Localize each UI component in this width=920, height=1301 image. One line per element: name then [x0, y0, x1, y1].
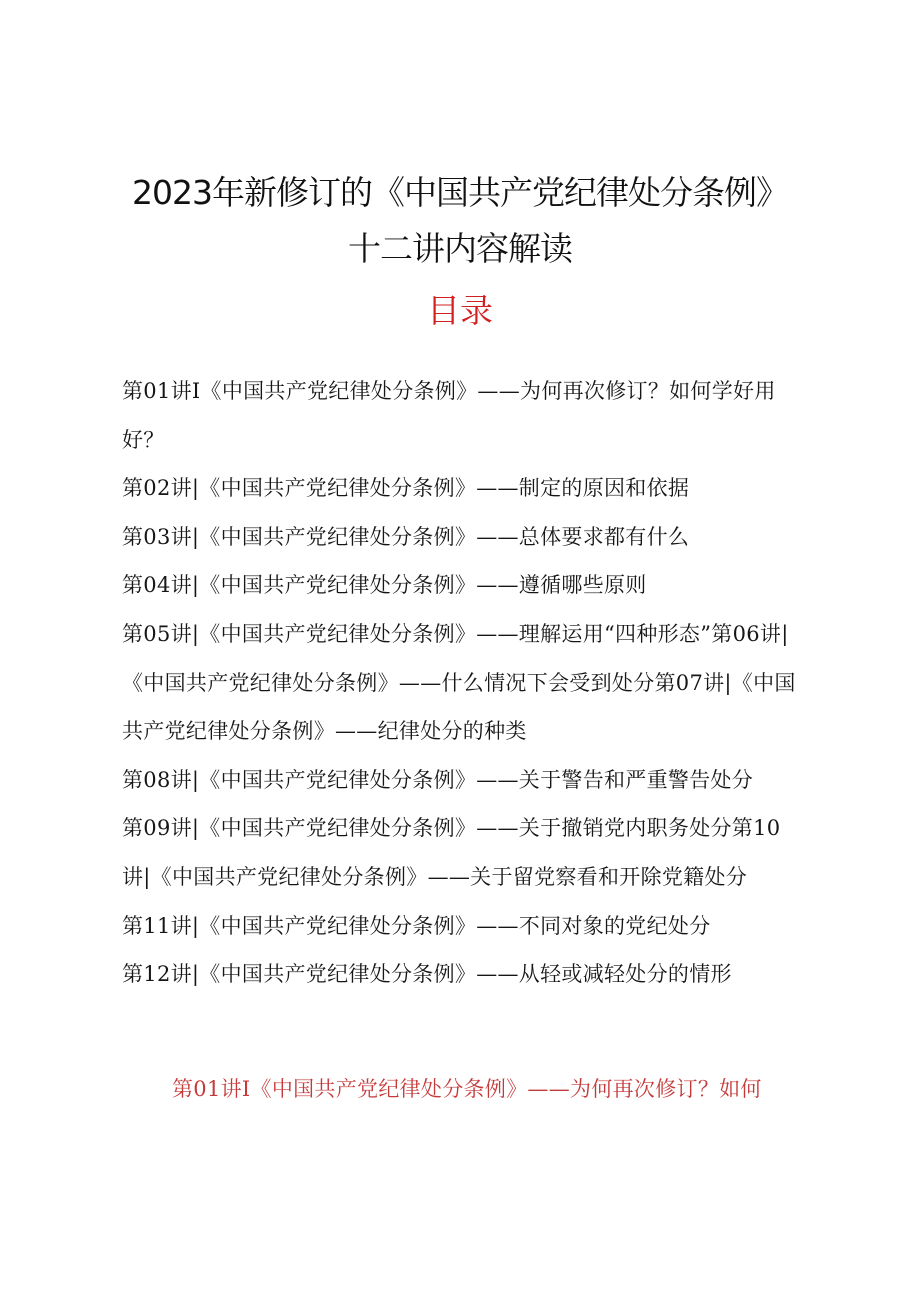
toc-heading: 目录 — [427, 291, 493, 330]
toc-entry-09-10: 第09讲|《中国共产党纪律处分条例》——关于撤销党内职务处分第10讲|《中国共产党纪律处分条例》——关于留党察看和开除党籍处分 — [122, 816, 781, 889]
toc-entry-11: 第11讲|《中国共产党纪律处分条例》——不同对象的党纪处分 — [122, 913, 711, 938]
toc-entry-01: 第01讲I《中国共产党纪律处分条例》——为何再次修订？如何学好用好？ — [122, 379, 776, 452]
title-line-1: 2023年新修订的《中国共产党纪律处分条例》 — [132, 173, 788, 212]
toc-entry-05-07: 第05讲|《中国共产党纪律处分条例》——理解运用“四种形态”第06讲|《中国共产党纪律处分条例》——什么情况下会受到处分第07讲|《中国共产党纪律处分条例》——纪律处分的种类 — [122, 621, 796, 744]
section-heading-01: 第01讲I《中国共产党纪律处分条例》——为何再次修订？如何 — [172, 1077, 762, 1101]
title-line-2: 十二讲内容解读 — [348, 229, 572, 268]
toc-entry-04: 第04讲|《中国共产党纪律处分条例》——遵循哪些原则 — [122, 573, 647, 598]
toc-entry-02: 第02讲|《中国共产党纪律处分条例》——制定的原因和依据 — [122, 476, 690, 501]
toc-entry-03: 第03讲|《中国共产党纪律处分条例》——总体要求都有什么 — [122, 524, 690, 549]
document-title — [100, 165, 820, 277]
toc-entry-08: 第08讲|《中国共产党纪律处分条例》——关于警告和严重警告处分 — [122, 767, 754, 792]
toc-entry-12: 第12讲|《中国共产党纪律处分条例》——从轻或减轻处分的情形 — [122, 962, 732, 987]
table-of-contents — [122, 367, 808, 999]
